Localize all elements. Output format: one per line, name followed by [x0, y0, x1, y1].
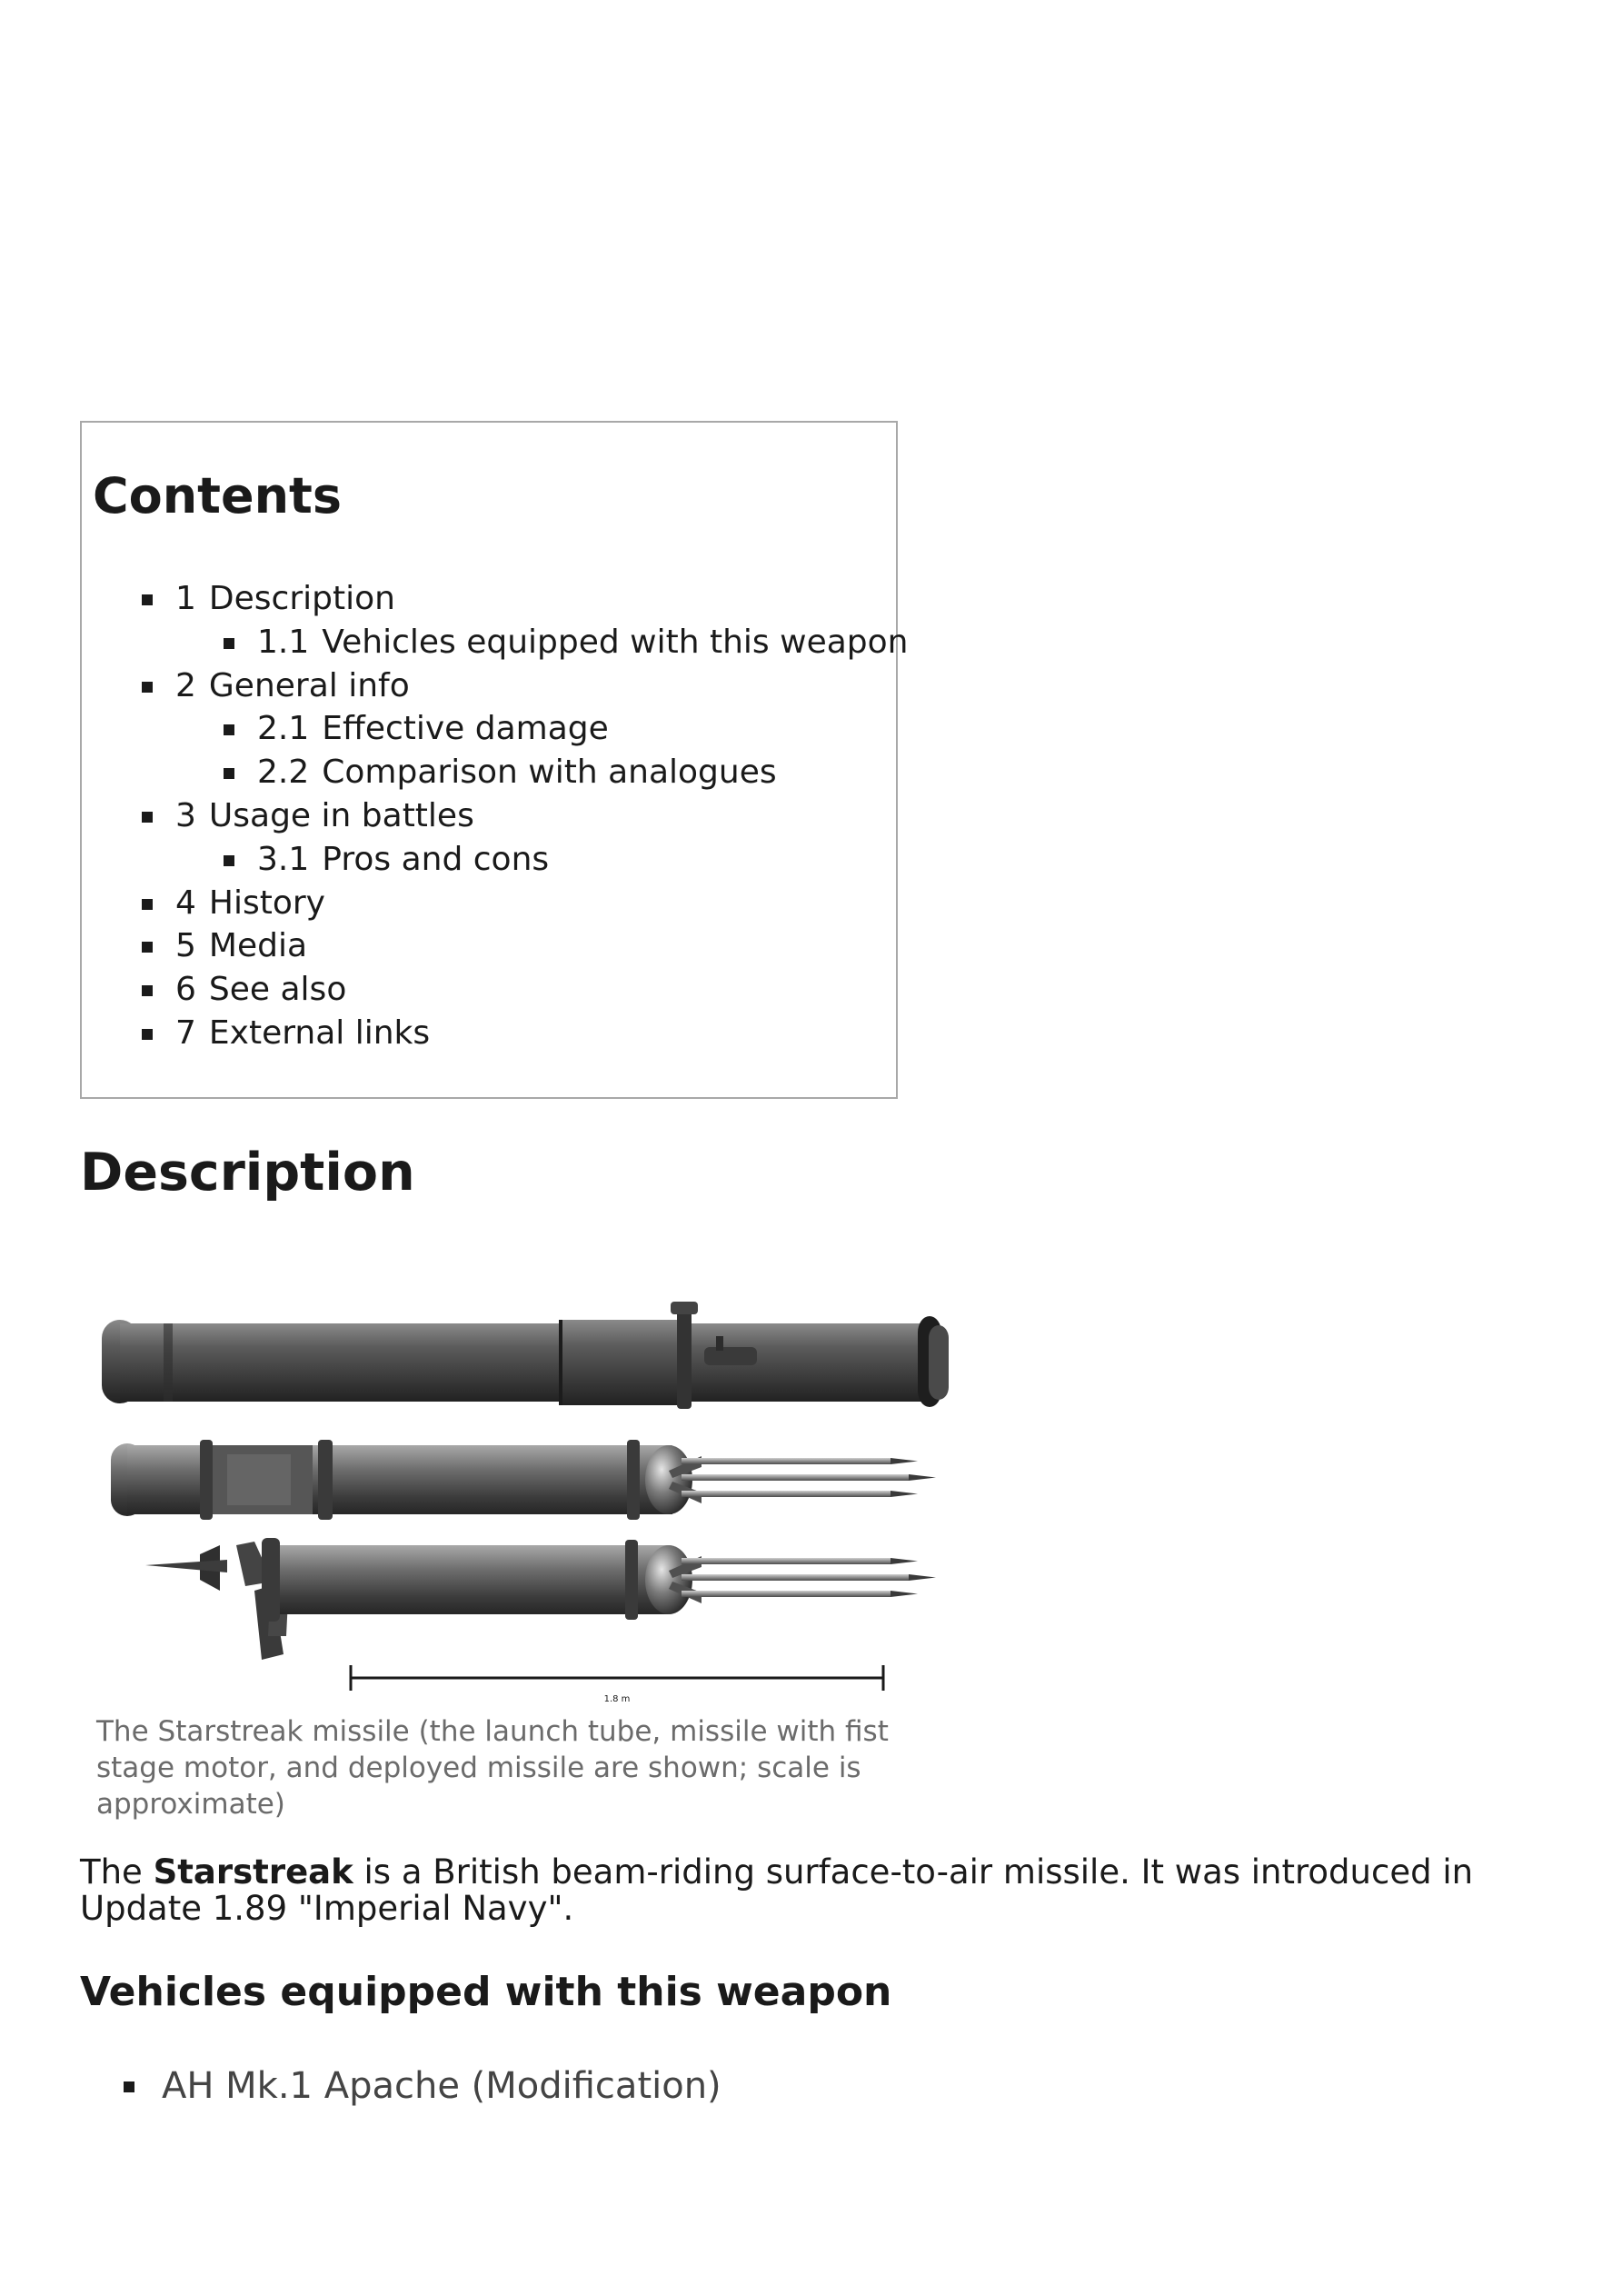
- toc-number: 2.2: [257, 754, 310, 792]
- toc-list: [82, 577, 909, 1055]
- bullet-icon: [224, 724, 234, 735]
- scale-label: 1.8 m: [603, 1694, 631, 1704]
- bullet-icon: [142, 985, 153, 996]
- toc-item[interactable]: [82, 794, 896, 838]
- toc-item[interactable]: [82, 664, 896, 708]
- toc-item[interactable]: [82, 621, 909, 664]
- launch-tube: [102, 1302, 949, 1409]
- toc-item[interactable]: [82, 838, 896, 882]
- missile-with-motor: [111, 1440, 936, 1520]
- bullet-icon: [124, 2081, 134, 2092]
- toc-link-text[interactable]: Effective damage: [322, 710, 609, 748]
- table-of-contents: [80, 421, 909, 1099]
- vehicle-item[interactable]: [80, 2063, 721, 2109]
- missile-figure: [91, 1273, 954, 1821]
- toc-number: 3: [175, 796, 196, 834]
- toc-link-text[interactable]: Vehicles equipped with this weapon: [322, 623, 909, 661]
- figure-caption: The Starstreak missile (the launch tube, missile with fist stage motor, and deployed missile are shown; scale is approximate): [96, 1715, 889, 1821]
- toc-number: 6: [175, 971, 196, 1009]
- toc-item[interactable]: [82, 882, 896, 925]
- bullet-icon: [142, 682, 153, 693]
- toc-item[interactable]: [82, 968, 896, 1012]
- paragraph-prefix: The: [80, 1852, 154, 1892]
- deployed-missile: [145, 1538, 936, 1660]
- bullet-icon: [142, 594, 153, 605]
- toc-item[interactable]: [82, 924, 896, 968]
- toc-link-text[interactable]: Pros and cons: [322, 840, 550, 878]
- toc-link-text[interactable]: External links: [208, 1013, 431, 1052]
- toc-link-text[interactable]: Comparison with analogues: [322, 754, 777, 792]
- toc-item[interactable]: [82, 577, 896, 621]
- toc-number: 5: [175, 927, 196, 965]
- toc-number: 3.1: [257, 840, 310, 878]
- bullet-icon: [224, 768, 234, 779]
- toc-link-text[interactable]: Media: [208, 927, 308, 965]
- bullet-icon: [142, 1029, 153, 1040]
- toc-number: 2.1: [257, 710, 310, 748]
- paragraph-suffix: is a British beam-riding surface-to-air missile. It was introduced in Update 1.89 "Imperial Navy".: [80, 1852, 1474, 1928]
- weapon-name: Starstreak: [153, 1852, 353, 1892]
- bullet-icon: [142, 899, 153, 910]
- bullet-icon: [224, 855, 234, 866]
- subsection-heading-vehicles: Vehicles equipped with this weapon: [80, 1969, 892, 2015]
- toc-number: 1: [175, 580, 196, 617]
- bullet-icon: [224, 638, 234, 649]
- toc-link-text[interactable]: General info: [208, 666, 410, 704]
- starstreak-missile-image: [91, 1273, 954, 1709]
- section-heading-description: Description: [80, 1143, 415, 1203]
- toc-item[interactable]: [82, 707, 896, 751]
- toc-item[interactable]: [82, 751, 896, 794]
- toc-title: Contents: [93, 467, 343, 524]
- toc-item[interactable]: [82, 1012, 896, 1055]
- vehicle-list: [80, 2063, 721, 2109]
- scale-bar: [351, 1665, 883, 1704]
- toc-number: 1.1: [257, 623, 310, 661]
- vehicle-link[interactable]: AH Mk.1 Apache (Modification): [162, 2065, 721, 2107]
- toc-link-text[interactable]: See also: [208, 971, 347, 1009]
- toc-link-text[interactable]: Usage in battles: [208, 796, 474, 834]
- toc-number: 2: [175, 666, 196, 704]
- toc-number: 7: [175, 1013, 196, 1052]
- bullet-icon: [142, 942, 153, 953]
- toc-link-text[interactable]: Description: [208, 580, 395, 617]
- description-paragraph: [80, 1854, 1570, 1927]
- toc-number: 4: [175, 883, 196, 922]
- bullet-icon: [142, 812, 153, 823]
- toc-link-text[interactable]: History: [208, 883, 325, 922]
